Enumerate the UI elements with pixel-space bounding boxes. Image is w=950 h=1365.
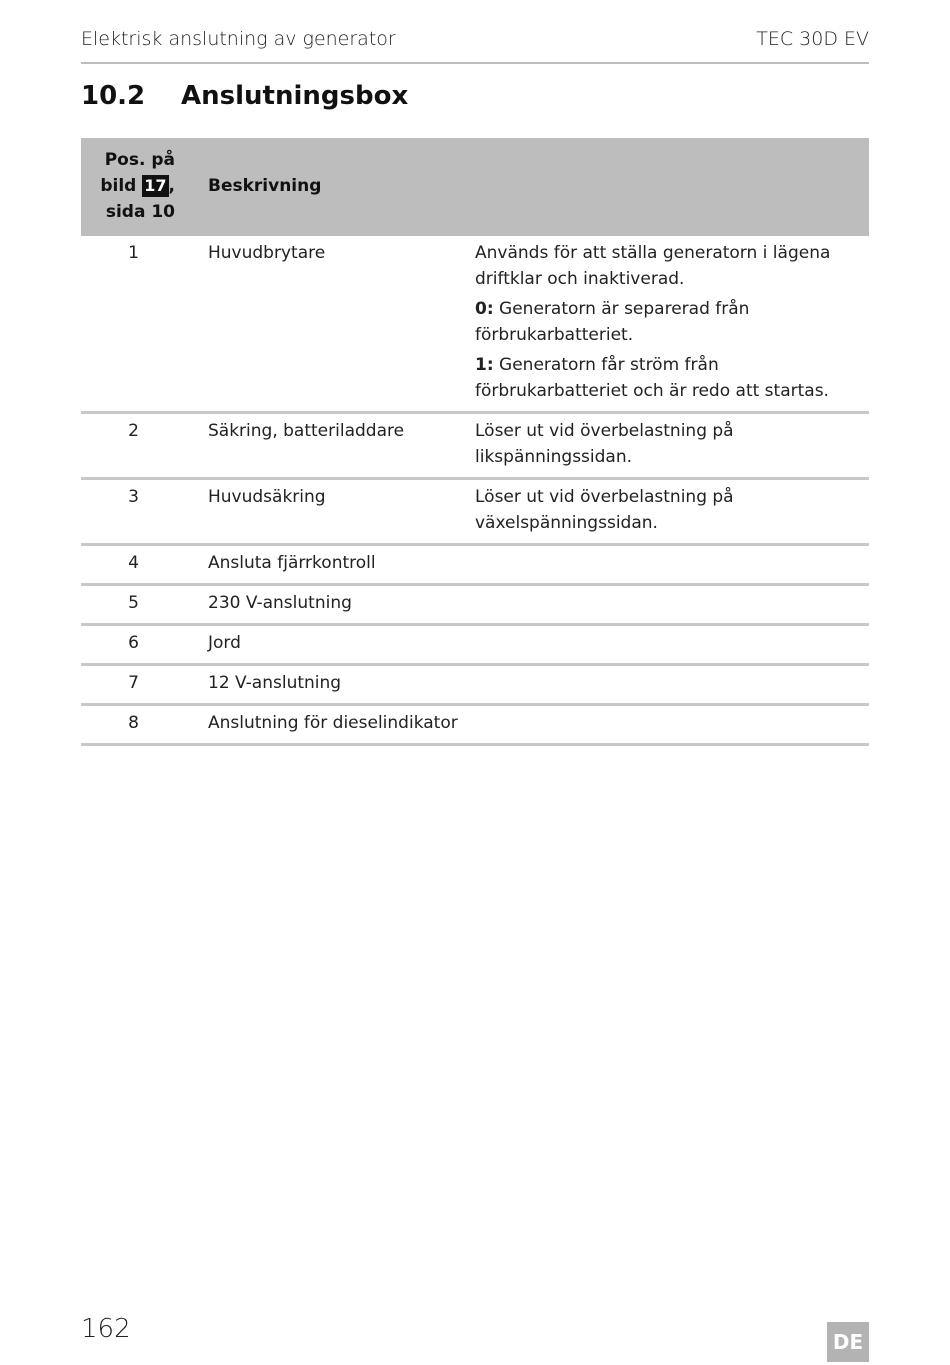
row-info [462, 585, 869, 625]
table-row [81, 665, 869, 705]
header-model-name: TEC 30D EV [756, 28, 869, 50]
table-row [81, 479, 869, 545]
row-component: Huvudsäkring [194, 479, 462, 545]
table-header-row [81, 138, 869, 236]
section-number: 10.2 [81, 81, 146, 111]
row-position: 3 [81, 479, 194, 545]
figure-number-badge: 17 [144, 176, 167, 195]
row-info [462, 705, 869, 745]
table-row [81, 236, 869, 413]
row-component: Ansluta fjärrkontroll [194, 545, 462, 585]
page-number: 162 [81, 1314, 131, 1344]
table-row [81, 545, 869, 585]
row-position: 4 [81, 545, 194, 585]
table-row [81, 625, 869, 665]
row-info [462, 545, 869, 585]
row-info [462, 625, 869, 665]
running-header [81, 28, 869, 64]
table-row [81, 705, 869, 745]
row-position: 6 [81, 625, 194, 665]
connection-box-table [81, 138, 869, 746]
table-row [81, 585, 869, 625]
section-heading [81, 78, 408, 114]
table-row [81, 413, 869, 479]
row-component: 12 V-anslutning [194, 665, 462, 705]
row-info: Används för att ställa generatorn i lägena driftklar och inaktiverad. 0: Generatorn är separerad från förbrukarbatteriet. 1: Generatorn får ström från förbrukarbatteriet och är redo att startas. [462, 236, 869, 413]
row-component: 230 V-anslutning [194, 585, 462, 625]
row-position: 5 [81, 585, 194, 625]
row-info: Löser ut vid överbelastning på likspänningssidan. [462, 413, 869, 479]
language-tab: DE [827, 1322, 869, 1362]
header-chapter-title: Elektrisk anslutning av generator [81, 28, 396, 50]
column-header-position: Pos. på bild 17 , sida 10 [81, 138, 194, 236]
row-position: 2 [81, 413, 194, 479]
row-component: Anslutning för dieselindikator [194, 705, 462, 745]
section-title: Anslutningsbox [181, 81, 409, 111]
row-component: Säkring, batteriladdare [194, 413, 462, 479]
row-position: 8 [81, 705, 194, 745]
row-component: Huvudbrytare [194, 236, 462, 413]
row-info [462, 665, 869, 705]
row-position: 7 [81, 665, 194, 705]
column-header-description: Beskrivning [194, 138, 869, 236]
row-info: Löser ut vid överbelastning på växelspänningssidan. [462, 479, 869, 545]
row-component: Jord [194, 625, 462, 665]
row-position: 1 [81, 236, 194, 413]
